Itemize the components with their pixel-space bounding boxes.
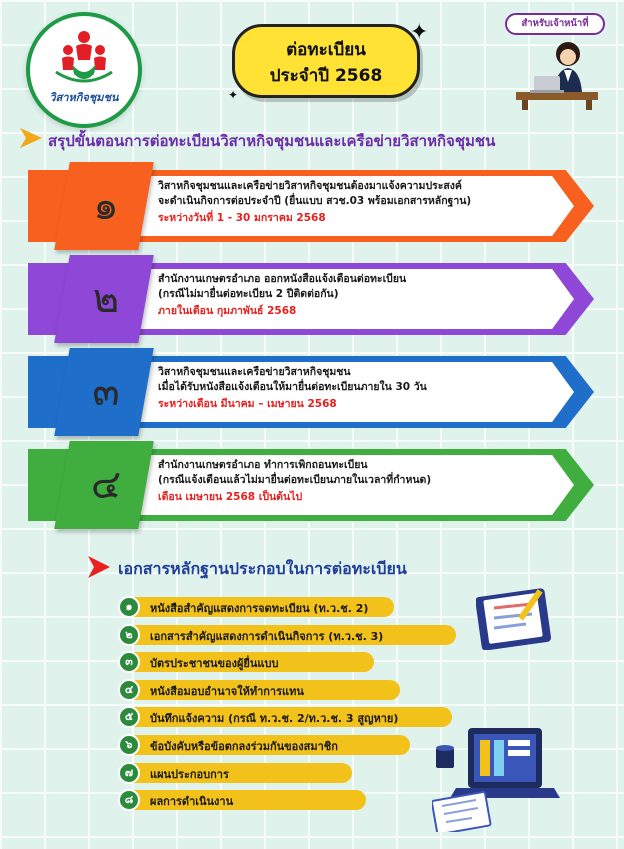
sparkle-small-icon: ✦ xyxy=(228,88,239,102)
step-2 xyxy=(28,263,594,335)
step-date: ภายในเดือน กุมภาพันธ์ 2568 xyxy=(158,305,297,317)
step-line: สำนักงานเกษตรอำเภอ ทำการเพิกถอนทะเบียน xyxy=(158,459,368,471)
document-number: ๔ xyxy=(118,679,140,701)
document-label: หนังสือสำคัญแสดงการจดทะเบียน (ท.ว.ช. 2) xyxy=(150,602,369,615)
step-text xyxy=(158,179,558,226)
document-item xyxy=(118,734,412,756)
document-number: ๑ xyxy=(118,596,140,618)
summary-title: สรุปขั้นตอนการต่อทะเบียนวิสาหกิจชุมชนและเครือข่ายวิสาหกิจชุมชน xyxy=(48,132,496,150)
title-line-2: ประจำปี 2568 xyxy=(269,66,383,86)
document-item xyxy=(118,679,402,701)
document-item xyxy=(118,789,368,811)
logo-text: วิสาหกิจชุมชน xyxy=(49,91,119,104)
document-item xyxy=(118,651,376,673)
step-number: ๑ xyxy=(93,183,119,229)
document-number: ๒ xyxy=(118,624,140,646)
document-label: เอกสารสำคัญแสดงการดำเนินกิจการ (ท.ว.ช. 3) xyxy=(150,629,384,643)
document-item xyxy=(118,706,454,728)
document-label: หนังสือมอบอำนาจให้ทำการแทน xyxy=(150,684,304,698)
step-date: ระหว่างวันที่ 1 - 30 มกราคม 2568 xyxy=(158,212,326,224)
step-date: ระหว่างเดือน มีนาคม – เมษายน 2568 xyxy=(158,398,337,410)
document-item xyxy=(118,762,354,784)
step-date: เดือน เมษายน 2568 เป็นต้นไป xyxy=(158,491,303,503)
documents-title: เอกสารหลักฐานประกอบในการต่อทะเบียน xyxy=(118,559,407,578)
document-label: บัตรประชาชนของผู้ยื่นแบบ xyxy=(150,657,279,671)
laptop-illustration-icon xyxy=(432,722,562,832)
sparkle-icon: ✦ xyxy=(410,20,429,45)
document-number: ๓ xyxy=(118,651,140,673)
community-logo-icon xyxy=(50,28,118,88)
clipboard-icon xyxy=(476,586,556,650)
step-3 xyxy=(28,356,594,428)
step-line: วิสาหกิจชุมชนและเครือข่ายวิสาหกิจชุมชนต้องมาแจ้งความประสงค์ xyxy=(158,180,462,192)
step-1 xyxy=(28,170,594,242)
document-label: ผลการดำเนินงาน xyxy=(150,795,234,809)
step-line: เมื่อได้รับหนังสือแจ้งเตือนให้มายื่นต่อทะเบียนภายใน 30 วัน xyxy=(158,381,427,393)
step-line: จะดำเนินกิจการต่อประจำปี (ยื่นแบบ สวช.03 พร้อมเอกสารหลักฐาน) xyxy=(158,195,472,207)
step-number: ๔ xyxy=(90,462,122,508)
step-line: วิสาหกิจชุมชนและเครือข่ายวิสาหกิจชุมชน xyxy=(158,366,351,378)
document-label: ข้อบังคับหรือข้อตกลงร่วมกันของสมาชิก xyxy=(150,740,338,753)
document-number: ๕ xyxy=(118,706,140,728)
logo xyxy=(26,12,142,128)
document-number: ๖ xyxy=(118,734,140,756)
step-line: (กรณีไม่มายื่นต่อทะเบียน 2 ปีติดต่อกัน) xyxy=(158,288,339,300)
document-item xyxy=(118,624,458,646)
documents-arrow-icon xyxy=(88,556,110,578)
document-label: บันทึกแจ้งความ (กรณี ท.ว.ช. 2/ท.ว.ช. 3 สูญหาย) xyxy=(150,712,399,726)
step-line: (กรณีแจ้งเตือนแล้วไม่มายื่นต่อทะเบียนภายในเวลาที่กำหนด) xyxy=(158,474,432,486)
step-text xyxy=(158,365,558,412)
document-item xyxy=(118,596,396,618)
section-arrow-icon xyxy=(20,128,42,148)
document-label: แผนประกอบการ xyxy=(150,767,229,781)
step-number: ๓ xyxy=(92,369,120,415)
step-4 xyxy=(28,449,594,521)
title-badge xyxy=(232,24,420,98)
officer-illustration-icon xyxy=(512,38,602,110)
title-line-1: ต่อทะเบียน xyxy=(286,40,366,60)
document-number: ๘ xyxy=(118,789,140,811)
step-line: สำนักงานเกษตรอำเภอ ออกหนังสือแจ้งเตือนต่อทะเบียน xyxy=(158,273,407,285)
step-text xyxy=(158,272,558,319)
step-text xyxy=(158,458,558,505)
step-number: ๒ xyxy=(92,276,120,322)
officer-tag: สำหรับเจ้าหน้าที่ xyxy=(505,13,605,35)
document-number: ๗ xyxy=(118,762,140,784)
